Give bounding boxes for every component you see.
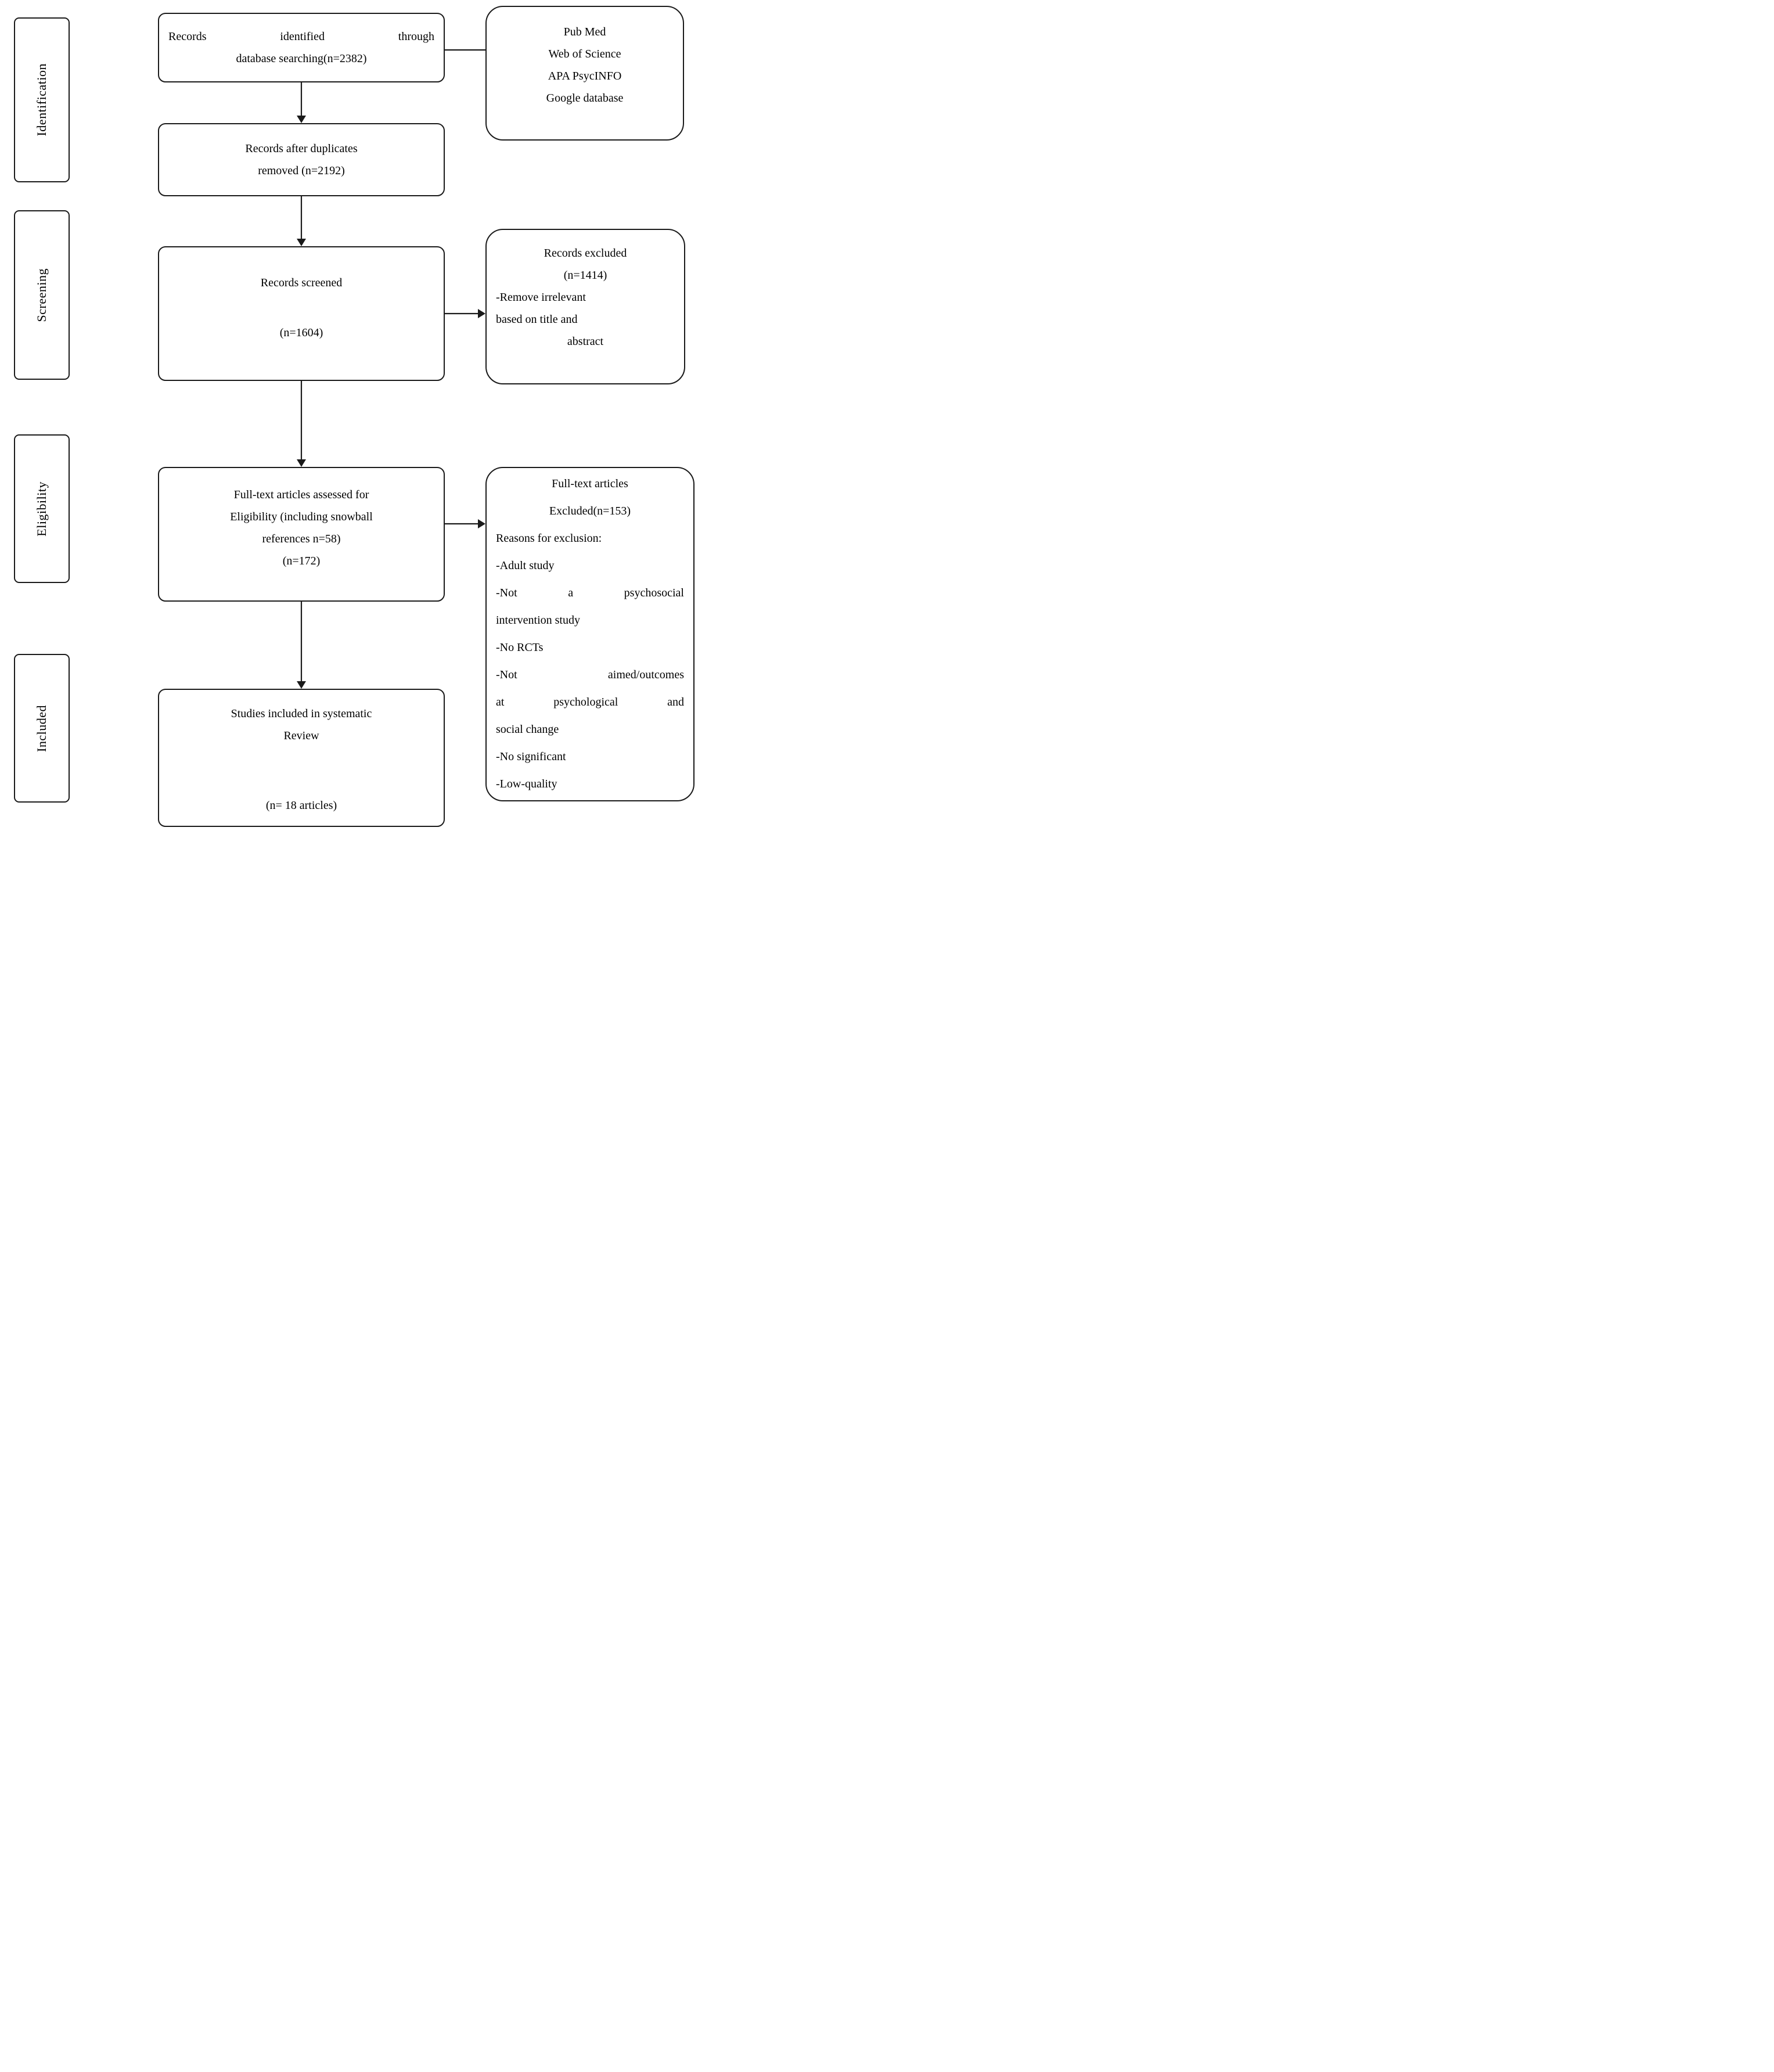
box-text-line: Eligibility (including snowball xyxy=(230,510,373,523)
box-text-line: removed (n=2192) xyxy=(258,164,345,177)
stage-label-eligibility xyxy=(14,434,70,583)
databases-box xyxy=(485,6,684,141)
fulltext-excluded-box xyxy=(485,467,695,801)
stage-label-text: Identification xyxy=(34,63,49,136)
box-text-line: -No RCTs xyxy=(496,641,544,654)
records-excluded-box xyxy=(485,229,685,384)
box-text-line: -Not a psychosocial xyxy=(496,587,684,599)
arrow-identified-to-duplicates xyxy=(297,82,306,123)
box-text-line: -No significant xyxy=(496,750,566,763)
box-text-line: -Not aimed/outcomes xyxy=(496,668,684,681)
box-text-line: abstract xyxy=(567,335,604,348)
box-text-line: Full-text articles assessed for xyxy=(233,488,369,501)
fulltext-assessed-box xyxy=(158,467,445,602)
box-text-line: at psychological and xyxy=(496,696,684,708)
box-text-line: -Low-quality xyxy=(496,778,557,790)
box-text-line: Records identified through xyxy=(168,30,434,43)
stage-label-text: Eligibility xyxy=(34,481,49,537)
arrow-fulltext-to-included xyxy=(297,602,306,689)
arrow-fulltext-to-excluded xyxy=(445,519,485,528)
records-identified-box xyxy=(158,13,445,82)
stage-label-identification xyxy=(14,17,70,182)
stage-label-included xyxy=(14,654,70,803)
box-text-line: Reasons for exclusion: xyxy=(496,532,602,545)
box-text-line: Review xyxy=(283,729,319,742)
box-text-line: Excluded(n=153) xyxy=(549,505,631,517)
box-text-line: intervention study xyxy=(496,614,580,627)
box-text-line: Full-text articles xyxy=(552,477,628,490)
box-text-line: Records after duplicates xyxy=(245,142,358,155)
box-text-line: APA PsycINFO xyxy=(548,70,622,82)
box-text-line: Pub Med xyxy=(563,26,606,38)
box-text-line: Records excluded xyxy=(544,247,627,260)
box-text-line: -Adult study xyxy=(496,559,555,572)
prisma-flow-diagram xyxy=(0,0,710,829)
box-text-line: Records screened xyxy=(260,276,343,289)
box-text-line: Google database xyxy=(546,92,624,105)
box-text-line: Web of Science xyxy=(548,48,621,60)
studies-included-box xyxy=(158,689,445,827)
stage-label-text: Screening xyxy=(34,268,49,322)
box-text-line: references n=58) xyxy=(262,533,341,545)
arrow-screened-to-excluded xyxy=(445,309,485,318)
box-text-line: -Remove irrelevant xyxy=(496,291,586,304)
box-text-line: (n=1414) xyxy=(563,269,607,282)
records-screened-box xyxy=(158,246,445,381)
arrow-duplicates-to-screened xyxy=(297,196,306,246)
box-text-line: database searching(n=2382) xyxy=(236,52,367,65)
box-text-line: (n= 18 articles) xyxy=(265,799,337,812)
box-text-line: based on title and xyxy=(496,313,578,326)
box-text-line: (n=172) xyxy=(282,555,321,567)
box-text-line: Studies included in systematic xyxy=(231,707,372,720)
stage-label-screening xyxy=(14,210,70,380)
box-text-line: social change xyxy=(496,723,559,736)
duplicates-removed-box xyxy=(158,123,445,196)
box-text-line: (n=1604) xyxy=(279,326,323,339)
stage-label-text: Included xyxy=(34,704,49,752)
arrow-screened-to-fulltext xyxy=(297,381,306,467)
